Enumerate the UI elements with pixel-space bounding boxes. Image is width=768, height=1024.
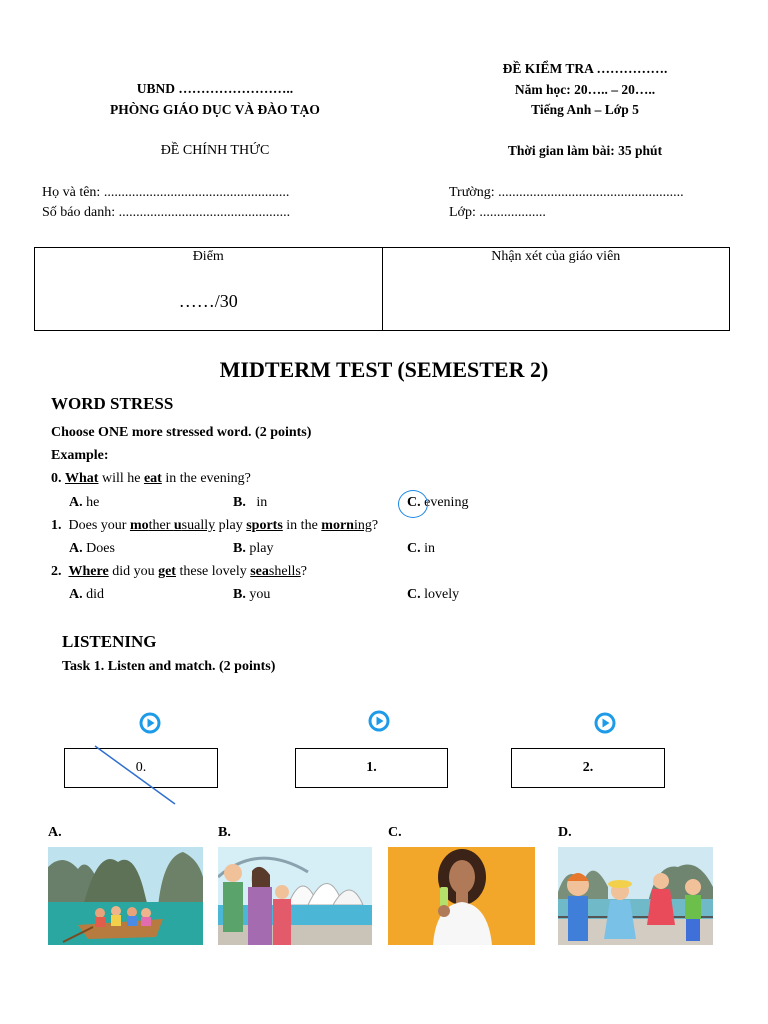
option-b[interactable]: B. in <box>233 495 268 510</box>
page-title: MIDTERM TEST (SEMESTER 2) <box>219 357 549 382</box>
score-cell <box>35 248 382 330</box>
time-line: Thời gian làm bài: 35 phút <box>507 143 663 158</box>
picture-b-opera-house-family[interactable] <box>218 847 372 945</box>
option-a[interactable]: A. he <box>69 495 100 510</box>
subject-line: Tiếng Anh – Lớp 5 <box>531 102 639 117</box>
option-c[interactable]: C. in <box>407 541 436 556</box>
picture-label-c: C. <box>388 825 402 840</box>
listening-task: Task 1. Listen and match. (2 points) <box>62 659 276 674</box>
question-0 <box>51 471 251 487</box>
option-c[interactable]: C. lovely <box>407 587 460 602</box>
option-a[interactable]: A. did <box>69 587 105 602</box>
question-text: will he <box>98 471 144 486</box>
word-stress-instruction: Choose ONE more stressed word. (2 points) <box>51 425 312 440</box>
play-audio-icon[interactable] <box>139 712 161 734</box>
name-field[interactable]: Họ và tên: ..................................................... <box>42 185 290 200</box>
question-2: 2. Where did you get these lovely seashells? <box>51 564 308 579</box>
picture-label-b: B. <box>218 825 231 840</box>
test-title-line: ĐỀ KIỂM TRA ……………. <box>502 61 668 76</box>
score-header: Điểm <box>192 249 224 264</box>
school-field[interactable]: Trường: ..................................................... <box>449 185 684 200</box>
official-label: ĐỀ CHÍNH THỨC <box>160 143 270 158</box>
question-text: in the evening? <box>161 471 251 486</box>
matching-line <box>90 742 180 808</box>
example-label: Example: <box>51 448 109 463</box>
stressed-word: eat <box>143 471 162 486</box>
authority-line: UBND …………………….. <box>136 81 294 96</box>
stressed-word: What <box>65 471 99 486</box>
match-box-1[interactable]: 1. <box>295 748 448 788</box>
picture-label-d: D. <box>558 825 572 840</box>
score-table <box>34 247 730 331</box>
question-number: 0. <box>51 471 62 486</box>
picture-d-kids-on-bay[interactable] <box>558 847 713 945</box>
school-year-line: Năm học: 20….. – 20….. <box>514 82 656 97</box>
option-a[interactable]: A. Does <box>69 541 115 556</box>
score-value: ……/30 <box>178 291 238 311</box>
word-stress-heading: WORD STRESS <box>51 394 174 413</box>
play-audio-icon[interactable] <box>368 710 390 732</box>
match-box-2[interactable]: 2. <box>511 748 665 788</box>
listening-heading: LISTENING <box>62 632 157 651</box>
picture-a-boat-in-bay[interactable] <box>48 847 203 945</box>
option-b[interactable]: B. you <box>233 587 271 602</box>
option-b[interactable]: B. play <box>233 541 274 556</box>
class-field[interactable]: Lớp: ................... <box>449 205 546 220</box>
department-line: PHÒNG GIÁO DỤC VÀ ĐÀO TẠO <box>110 102 320 117</box>
option-c[interactable]: C. evening <box>407 495 469 510</box>
picture-c-girl-drinking[interactable] <box>388 847 535 945</box>
candidate-number-field[interactable]: Số báo danh: ................................................. <box>42 205 291 220</box>
match-box-0[interactable]: 0. <box>64 748 218 788</box>
comment-header: Nhận xét của giáo viên <box>491 249 621 264</box>
teacher-comment-cell <box>382 248 730 330</box>
play-audio-icon[interactable] <box>594 712 616 734</box>
question-1: 1. Does your mother usually play sports in the morning? <box>51 518 379 533</box>
answer-circle-mark <box>398 490 428 518</box>
picture-label-a: A. <box>48 825 62 840</box>
